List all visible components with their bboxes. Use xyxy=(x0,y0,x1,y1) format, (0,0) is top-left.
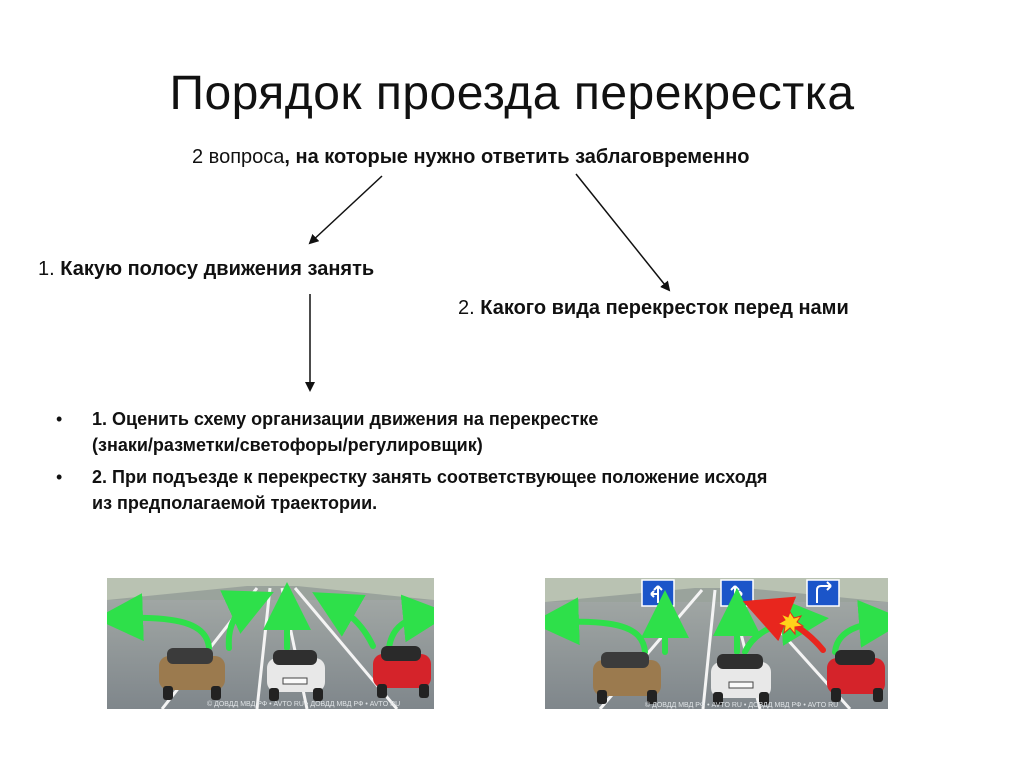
bullet: • xyxy=(56,409,63,429)
step-1-line-2: (знаки/разметки/светофоры/регулировщик) xyxy=(92,435,483,455)
step-1-line-1: 1. Оценить схему организации движения на перекрестке xyxy=(92,409,599,429)
arrow-to-question-1 xyxy=(310,176,382,243)
questions-intro-rest: , на которые нужно ответить заблаговременно xyxy=(284,146,750,168)
bullet: • xyxy=(56,467,63,487)
lane-sign-right-icon xyxy=(807,580,839,606)
question-1-number: 1. xyxy=(38,258,55,280)
steps-list xyxy=(52,406,972,522)
step-2-line-1: 2. При подъезде к перекрестку занять соответствующее положение исходя xyxy=(92,467,768,487)
lane-choice-illustration xyxy=(107,578,434,709)
image-watermark: © ДОВДД МВД РФ • AVTO RU • ДОВДД МВД РФ • AVTO RU xyxy=(645,702,839,709)
step-item-2 xyxy=(52,464,972,516)
image-watermark: © ДОВДД МВД РФ • AVTO RU • ДОВДД МВД РФ • AVTO RU xyxy=(207,701,401,708)
slide-title: Порядок проезда перекрестка xyxy=(169,67,855,121)
question-2-text: Какого вида перекресток перед нами xyxy=(480,297,849,319)
step-item-1 xyxy=(52,406,972,458)
question-1 xyxy=(38,258,374,281)
question-1-text: Какую полосу движения занять xyxy=(60,258,375,280)
arrow-to-question-2 xyxy=(576,174,669,290)
lane-sign-left-straight-icon xyxy=(642,580,674,606)
lane-signs-illustration xyxy=(545,578,888,709)
question-2 xyxy=(458,297,849,320)
questions-intro-prefix: 2 вопроса xyxy=(192,146,285,168)
step-2-line-2: из предполагаемой траектории. xyxy=(92,493,378,513)
lane-sign-straight-right-icon xyxy=(721,580,753,606)
car-white xyxy=(711,654,771,705)
question-2-number: 2. xyxy=(458,297,475,319)
